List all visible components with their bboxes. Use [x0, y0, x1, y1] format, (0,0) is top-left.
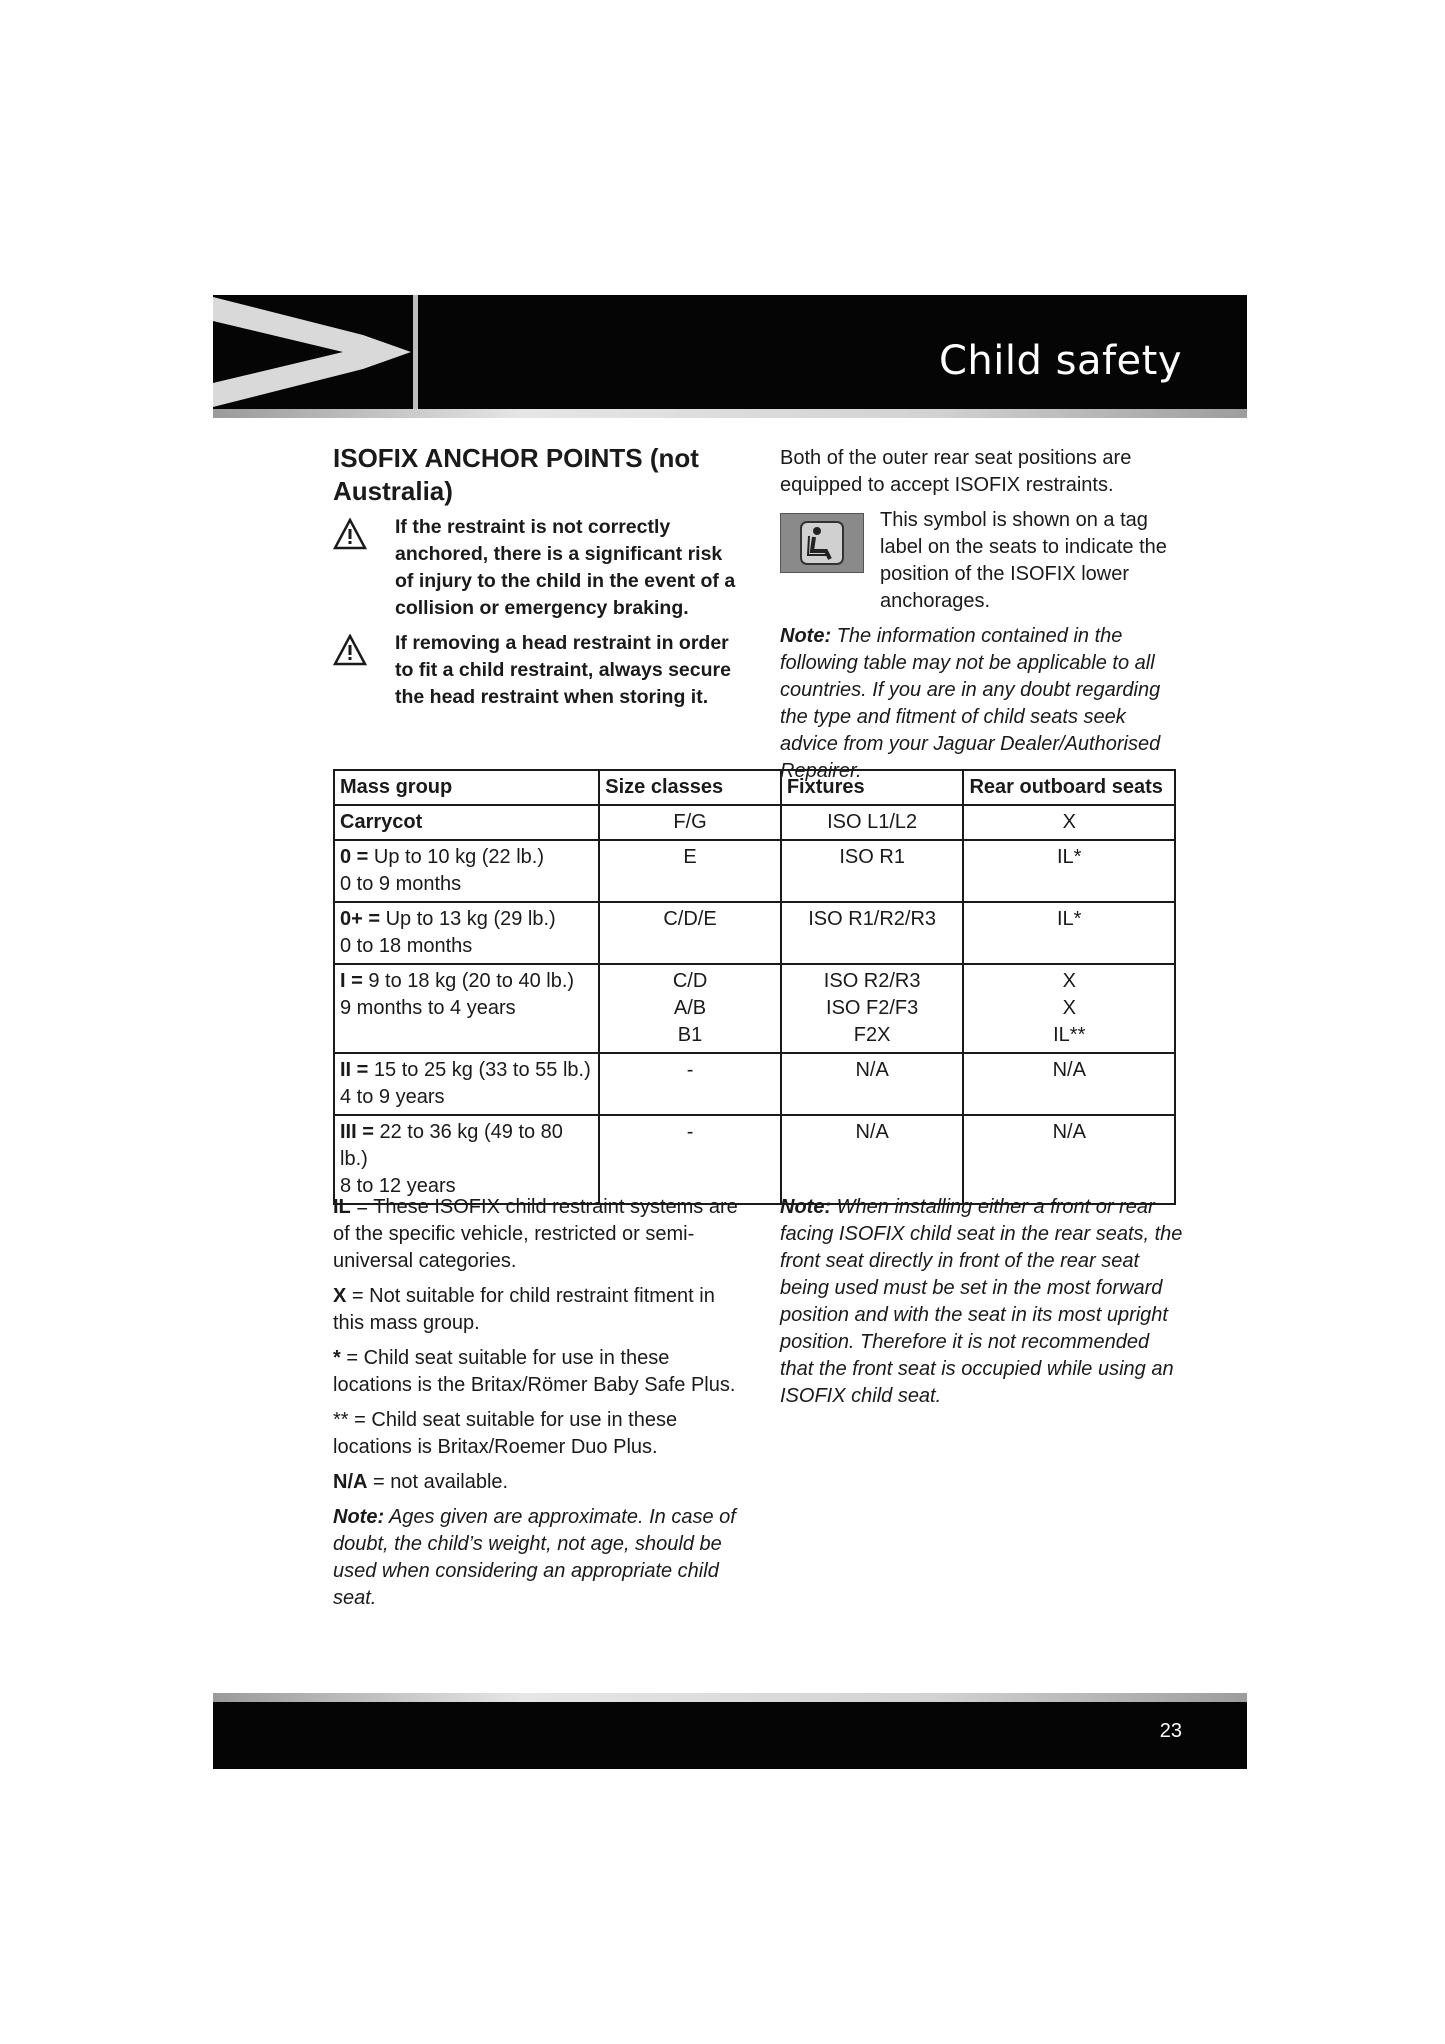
right-bottom-column	[780, 1194, 1185, 1418]
legend-column	[333, 1194, 738, 1620]
note-label: Note:	[780, 625, 832, 647]
mass-group-cell: III = 22 to 36 kg (49 to 80 lb.) 8 to 12 years	[334, 1115, 599, 1204]
isofix-symbol-icon	[780, 513, 864, 573]
legend-x: X = Not suitable for child restraint fitment in this mass group.	[333, 1285, 715, 1334]
warning-2-text: If removing a head restraint in order to fit a child restraint, always secure the head restraint when storing it.	[395, 632, 731, 708]
mass-group-cell: I = 9 to 18 kg (20 to 40 lb.) 9 months to 4 years	[334, 964, 599, 1053]
warning-icon	[333, 518, 367, 550]
rear-cell: IL*	[963, 902, 1175, 964]
header-size-classes: Size classes	[599, 770, 781, 805]
table-row	[334, 964, 1175, 1053]
table-note	[780, 623, 1185, 785]
isofix-symbol-row	[780, 507, 1185, 615]
right-top-column	[780, 445, 1185, 793]
footer-strip	[213, 1693, 1247, 1702]
header-rear-outboard: Rear outboard seats	[963, 770, 1175, 805]
chevron-graphic	[213, 295, 418, 409]
table-row	[334, 840, 1175, 902]
age-note: Note: Ages given are approximate. In case of doubt, the child’s weight, not age, should be used when considering an appropriate child seat.	[333, 1506, 736, 1609]
table-row	[334, 902, 1175, 964]
fixtures-cell: ISO R2/R3 ISO F2/F3 F2X	[781, 964, 964, 1053]
isofix-mass-table	[333, 769, 1176, 1205]
fixtures-cell: ISO L1/L2	[781, 805, 964, 840]
mass-group-cell: II = 15 to 25 kg (33 to 55 lb.) 4 to 9 years	[334, 1053, 599, 1115]
fixtures-cell: N/A	[781, 1053, 964, 1115]
table-row	[334, 1115, 1175, 1204]
section-heading: ISOFIX ANCHOR POINTS (not Australia)	[333, 443, 699, 506]
left-top-column	[333, 442, 738, 719]
size-cell: C/D A/B B1	[599, 964, 781, 1053]
legend-star: * = Child seat suitable for use in these locations is the Britax/Römer Baby Safe Plus.	[333, 1347, 736, 1396]
page-title: Child safety	[938, 338, 1182, 384]
page-number: 23	[1159, 1720, 1182, 1742]
rear-cell: X	[963, 805, 1175, 840]
rear-cell: X X IL**	[963, 964, 1175, 1053]
installation-note: Note: When installing either a front or rear facing ISOFIX child seat in the rear seats, the front seat directly in front of the rear seat being used must be set in the most forward position and with the seat in its most upright position. Therefore it is not recommended that the front seat is occupied while using an ISOFIX child seat.	[780, 1196, 1183, 1407]
mass-group-cell: 0+ = Up to 13 kg (29 lb.) 0 to 18 months	[334, 902, 599, 964]
mass-group-cell: Carrycot	[334, 805, 599, 840]
header-fixtures: Fixtures	[781, 770, 964, 805]
fixtures-cell: ISO R1	[781, 840, 964, 902]
mass-group-cell: 0 = Up to 10 kg (22 lb.) 0 to 9 months	[334, 840, 599, 902]
rear-cell: N/A	[963, 1053, 1175, 1115]
size-cell: E	[599, 840, 781, 902]
warning-1	[333, 514, 738, 622]
header-strip	[213, 409, 1247, 418]
rear-cell: IL*	[963, 840, 1175, 902]
size-cell: C/D/E	[599, 902, 781, 964]
fixtures-cell: ISO R1/R2/R3	[781, 902, 964, 964]
size-cell: F/G	[599, 805, 781, 840]
footer-band	[213, 1702, 1247, 1769]
isofix-intro: Both of the outer rear seat positions are equipped to accept ISOFIX restraints.	[780, 447, 1132, 496]
size-cell: -	[599, 1115, 781, 1204]
isofix-symbol-text: This symbol is shown on a tag label on the seats to indicate the position of the ISOFIX lower anchorages.	[880, 509, 1167, 612]
fixtures-cell: N/A	[781, 1115, 964, 1204]
legend-double-star: ** = Child seat suitable for use in these locations is Britax/Roemer Duo Plus.	[333, 1409, 678, 1458]
warning-icon	[333, 634, 367, 666]
note-text: The information contained in the following table may not be applicable to all countries. If you are in any doubt regarding the type and fitment of child seats seek advice from your Jaguar Dealer/Authorised Repairer.	[780, 625, 1161, 782]
warning-1-text: If the restraint is not correctly anchored, there is a significant risk of injury to the child in the event of a collision or emergency braking.	[395, 516, 736, 619]
warning-2	[333, 630, 738, 711]
legend-il: IL = These ISOFIX child restraint systems are of the specific vehicle, restricted or semi-universal categories.	[333, 1196, 738, 1272]
size-cell: -	[599, 1053, 781, 1115]
rear-cell: N/A	[963, 1115, 1175, 1204]
legend-na: N/A = not available.	[333, 1471, 509, 1493]
table-row	[334, 1053, 1175, 1115]
table-header-row	[334, 770, 1175, 805]
table-row	[334, 805, 1175, 840]
header-mass-group: Mass group	[334, 770, 599, 805]
